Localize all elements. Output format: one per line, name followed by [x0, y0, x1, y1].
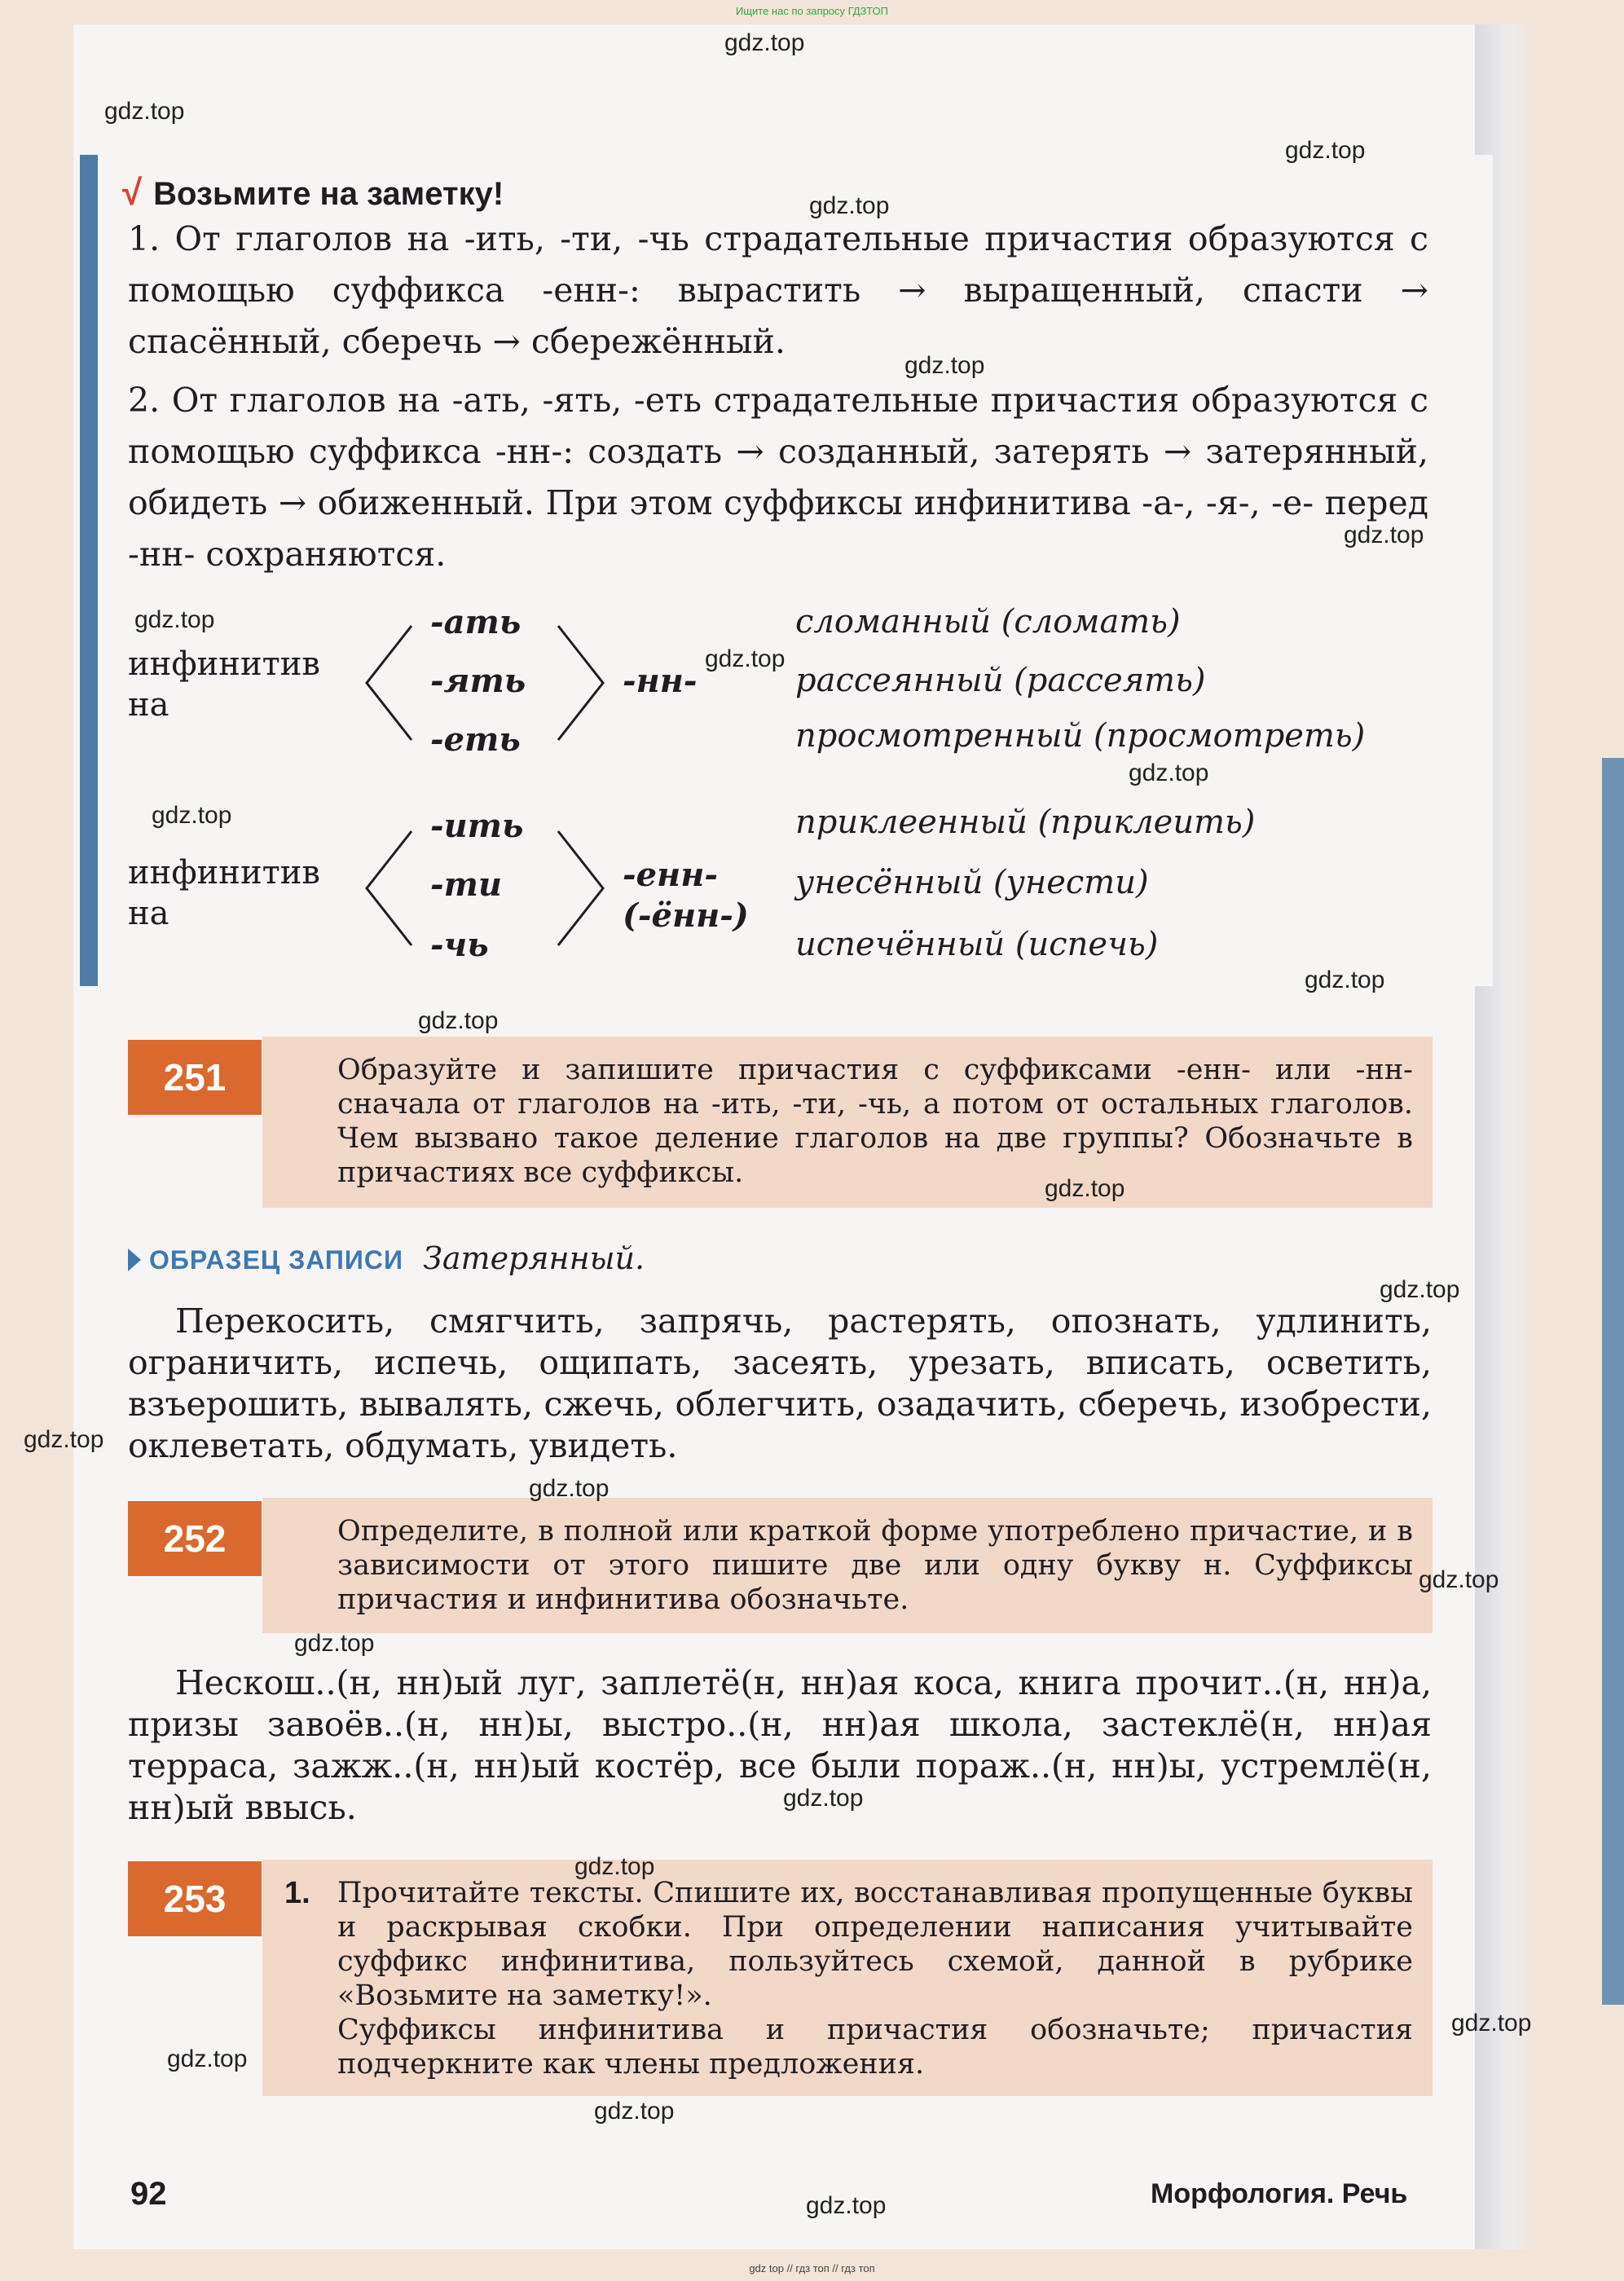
scheme2-label: инфинитив на	[128, 854, 320, 932]
ex252-task: Определите, в полной или краткой форме употреблено причастие, и в зависимости от этого пишите две или одну букву н. Суффиксы причастия и инфинитива обозначьте.	[337, 1515, 1413, 1616]
ex253-task: Прочитайте тексты. Спишите их, восстанавливая пропущенные буквы и раскрывая скобки. При определении написания учитывайте суффикс инфинитива, пользуйтесь схемой, данной в рубрике «Возьмите на заметку!».	[337, 1877, 1413, 2012]
scheme1-example-2: рассеянный (рассеять)	[795, 662, 1206, 699]
ex251-text: Перекосить, смягчить, запрячь, растерять, опознать, удлинить, ограничить, испечь, ощипать, засеять, урезать, вписать, осветить, взъерошить, вывалять, сжечь, облегчить, озадачить, сберечь, изобрести, оклеветать, обдумать, увидеть.	[128, 1301, 1432, 1465]
ex253-task-number: 1.	[284, 1876, 310, 1910]
watermark: gdz.top	[574, 1853, 655, 1880]
scheme2-example-2: унесённый (унести)	[795, 864, 1149, 901]
page-number: 92	[130, 2176, 167, 2212]
scheme1-label: инфинитив на	[128, 645, 320, 724]
watermark: gdz.top	[104, 98, 185, 125]
watermark: gdz.top	[1344, 522, 1424, 548]
scheme1-suffix: -нн-	[623, 662, 698, 700]
watermark: gdz.top	[167, 2045, 248, 2072]
ex251-task: Образуйте и запишите причастия с суффиксами -енн- или -нн- сначала от глаголов на -ить, -ти, -чь, а потом от остальных глаголов. Чем вызвано такое деление глаголов на две группы? Обозначьте в причастиях все суффиксы.	[337, 1054, 1413, 1189]
rule-title: √ Возьмите на заметку!	[122, 173, 504, 213]
scheme1-ending-3: -еть	[430, 720, 521, 759]
footer-note: gdz top // гдз топ // гдз топ	[749, 2262, 875, 2274]
scheme2-suffix-alt: (-ённ-)	[623, 896, 749, 935]
ex253-number: 253	[128, 1861, 262, 1936]
triangle-icon	[128, 1248, 141, 1271]
watermark: gdz.top	[1129, 760, 1209, 786]
scheme2-example-3: испечённый (испечь)	[795, 926, 1159, 963]
watermark: gdz.top	[1285, 137, 1366, 164]
scheme1-example-1: сломанный (сломать)	[795, 603, 1181, 641]
watermark: gdz.top	[294, 1630, 375, 1657]
ex251-sample: ОБРАЗЕЦ ЗАПИСИ Затерянный.	[128, 1240, 645, 1276]
check-icon: √	[122, 173, 143, 213]
watermark: gdz.top	[1419, 1566, 1499, 1593]
next-page-edge	[1602, 758, 1624, 2005]
watermark: gdz.top	[1045, 1175, 1125, 1202]
ex251-number: 251	[128, 1040, 262, 1115]
watermark: gdz.top	[783, 1785, 864, 1812]
watermark: gdz.top	[24, 1426, 104, 1453]
watermark: gdz.top	[418, 1007, 499, 1034]
scheme1-example-3: просмотренный (просмотреть)	[795, 717, 1366, 755]
watermark: gdz.top	[529, 1475, 610, 1502]
watermark: gdz.top	[806, 2192, 887, 2219]
ex253-task-2: Суффиксы инфинитива и причастия обозначьте; причастия подчеркните как члены предложения.	[337, 2014, 1413, 2081]
scheme2-ending-1: -ить	[430, 807, 524, 845]
watermark: gdz.top	[809, 192, 890, 219]
watermark: gdz.top	[134, 606, 215, 633]
page-footer-title: Морфология. Речь	[1151, 2178, 1408, 2209]
ex252-number: 252	[128, 1501, 262, 1576]
scheme2-suffix: -енн-	[623, 856, 718, 894]
watermark: gdz.top	[1380, 1276, 1460, 1303]
rule-paragraph-1: 1. От глаголов на -ить, -ти, -чь страдательные причастия образуются с помощью суффикса -енн-: вырастить → выращенный, спасти → спасённый, сберечь → сбережённый.	[128, 219, 1428, 361]
watermark: gdz.top	[705, 645, 786, 672]
ex252-text: Нескош..(н, нн)ый луг, заплетё(н, нн)ая коса, книга прочит..(н, нн)а, призы завоёв..(н, нн)ы, выстро..(н, нн)ая школа, застеклё(н, нн)ая терраса, зажж..(н, нн)ый костёр, все были пораж..(н, нн)ы, устремлё(н, нн)ый ввысь.	[128, 1663, 1432, 1827]
scheme2-ending-2: -ти	[430, 865, 503, 904]
watermark: gdz.top	[1451, 2010, 1532, 2037]
watermark: gdz.top	[152, 802, 232, 829]
watermark: gdz.top	[724, 29, 805, 56]
watermark: gdz.top	[904, 352, 985, 379]
rule-paragraph-2: 2. От глаголов на -ать, -ять, -еть страдательные причастия образуются с помощью суффикса -нн-: создать → созданный, затерять → затерянный, обидеть → обиженный. При этом суффиксы инфинитива -а-, -я-, -е- перед -нн- сохраняются.	[128, 381, 1428, 574]
watermark: gdz.top	[594, 2098, 675, 2125]
watermark: gdz.top	[1305, 967, 1385, 993]
scheme1-ending-2: -ять	[430, 662, 526, 700]
scheme2-ending-3: -чь	[430, 926, 489, 964]
header-note: Ищите нас по запросу ГДЗТОП	[735, 5, 888, 17]
scheme1-ending-1: -ать	[430, 603, 522, 641]
scheme2-example-1: приклеенный (приклеить)	[795, 804, 1256, 841]
